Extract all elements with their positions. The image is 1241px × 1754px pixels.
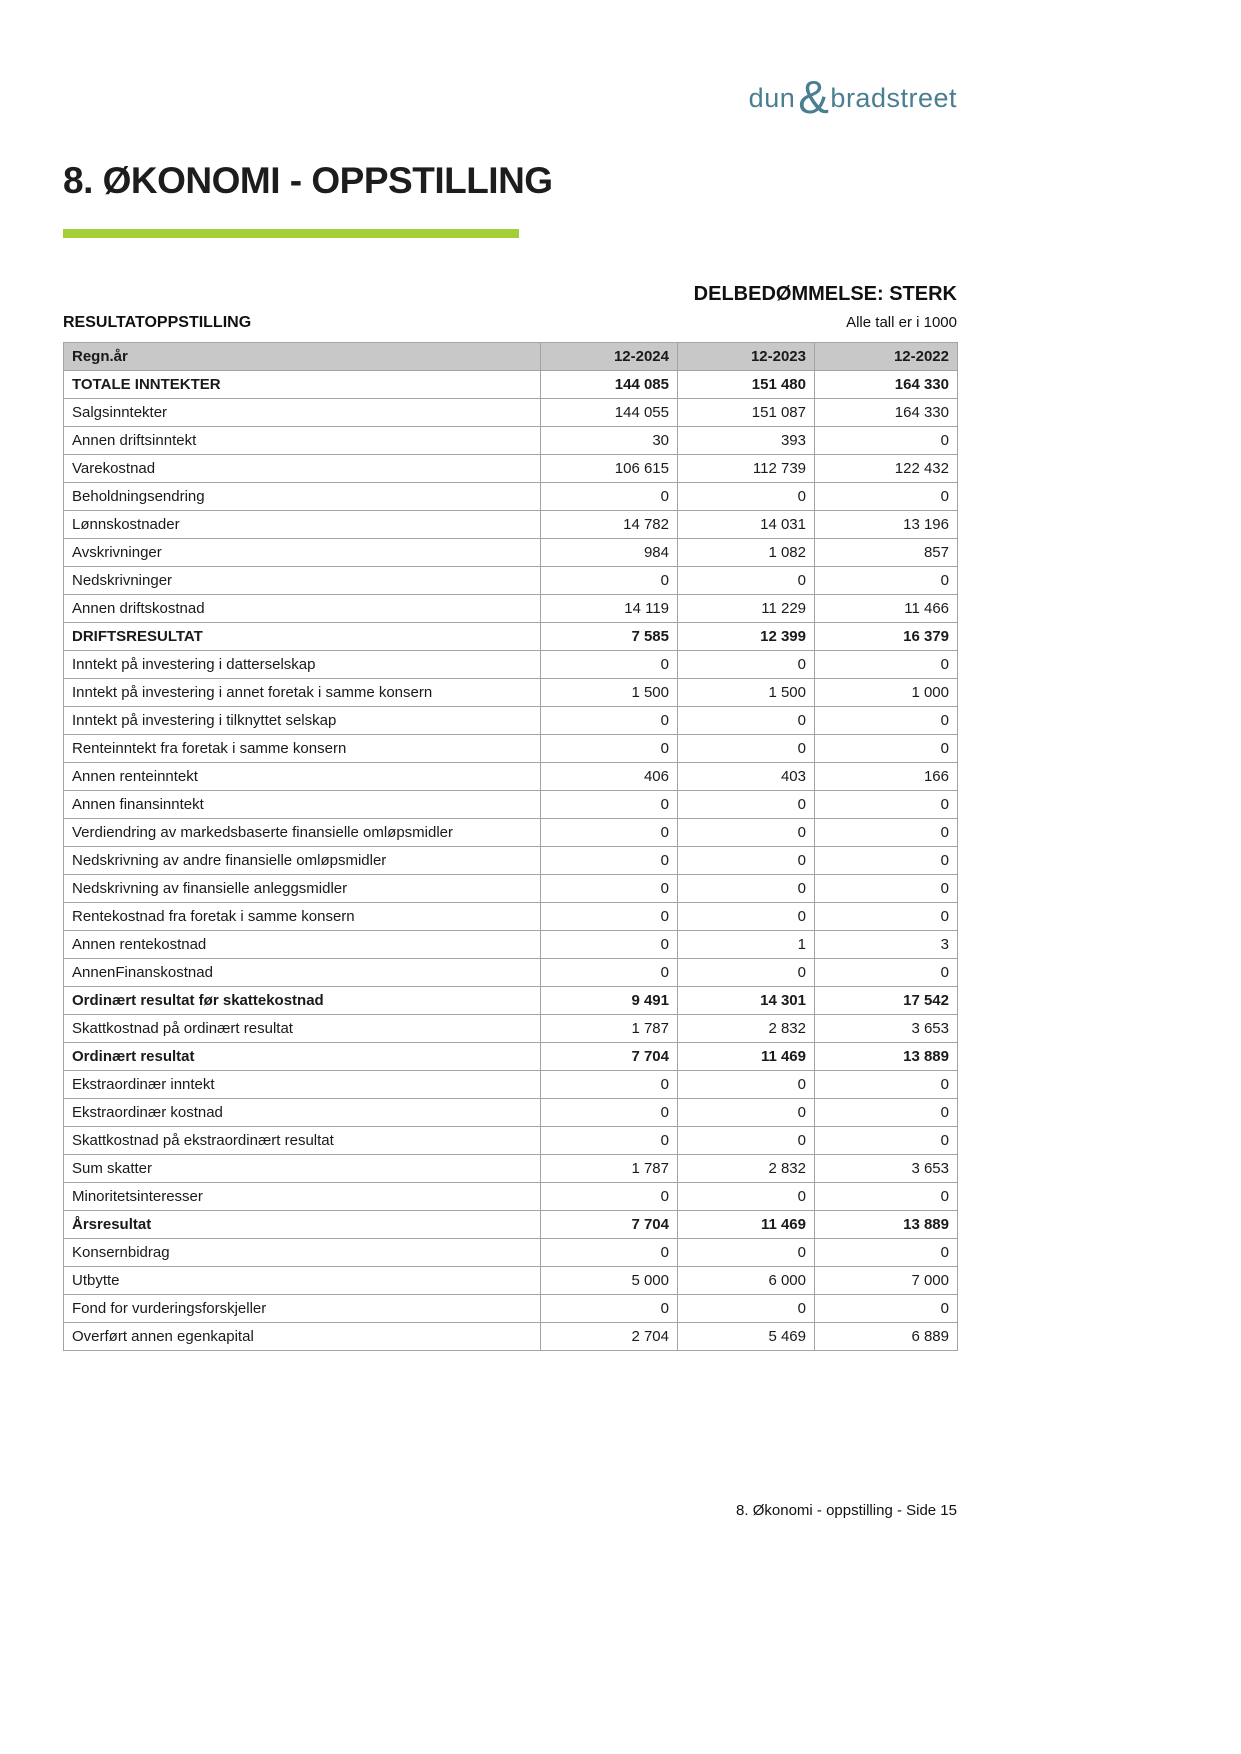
table-row	[64, 847, 958, 875]
row-value: 12 399	[678, 623, 815, 651]
row-label: Inntekt på investering i tilknyttet selskap	[64, 707, 541, 735]
row-value: 0	[815, 875, 958, 903]
row-label: Nedskrivning av finansielle anleggsmidler	[64, 875, 541, 903]
table-row	[64, 371, 958, 399]
row-value: 144 085	[541, 371, 678, 399]
table-row	[64, 875, 958, 903]
row-value: 7 585	[541, 623, 678, 651]
row-label: Annen driftskostnad	[64, 595, 541, 623]
table-body	[64, 371, 958, 1351]
row-value: 0	[678, 819, 815, 847]
row-value: 1	[678, 931, 815, 959]
table-row	[64, 427, 958, 455]
row-value: 0	[541, 735, 678, 763]
table-row	[64, 1183, 958, 1211]
row-value: 0	[815, 847, 958, 875]
row-label: Fond for vurderingsforskjeller	[64, 1295, 541, 1323]
row-label: Avskrivninger	[64, 539, 541, 567]
row-label: Skattkostnad på ordinært resultat	[64, 1015, 541, 1043]
row-value: 0	[678, 1071, 815, 1099]
row-value: 0	[541, 707, 678, 735]
dun-bradstreet-logo	[748, 68, 957, 123]
row-label: Annen driftsinntekt	[64, 427, 541, 455]
row-value: 14 782	[541, 511, 678, 539]
row-value: 0	[541, 1099, 678, 1127]
row-value: 106 615	[541, 455, 678, 483]
table-row	[64, 595, 958, 623]
row-value: 0	[541, 931, 678, 959]
row-value: 0	[815, 1239, 958, 1267]
row-value: 3	[815, 931, 958, 959]
row-value: 0	[541, 1071, 678, 1099]
row-value: 2 832	[678, 1155, 815, 1183]
column-header: 12-2024	[541, 343, 678, 371]
row-value: 166	[815, 763, 958, 791]
row-value: 9 491	[541, 987, 678, 1015]
logo-text-bradstreet: bradstreet	[830, 83, 957, 113]
row-value: 0	[541, 791, 678, 819]
row-label: Renteinntekt fra foretak i samme konsern	[64, 735, 541, 763]
table-row	[64, 763, 958, 791]
row-value: 984	[541, 539, 678, 567]
row-label: Annen finansinntekt	[64, 791, 541, 819]
row-value: 0	[678, 791, 815, 819]
row-value: 3 653	[815, 1015, 958, 1043]
table-row	[64, 931, 958, 959]
table-row	[64, 1295, 958, 1323]
row-value: 0	[541, 651, 678, 679]
row-value: 0	[815, 819, 958, 847]
row-value: 0	[815, 427, 958, 455]
row-value: 13 889	[815, 1043, 958, 1071]
row-value: 2 704	[541, 1323, 678, 1351]
assessment-label: DELBEDØMMELSE: STERK	[693, 283, 957, 305]
row-value: 1 500	[678, 679, 815, 707]
table-row	[64, 819, 958, 847]
row-value: 0	[541, 819, 678, 847]
row-value: 0	[541, 847, 678, 875]
row-value: 0	[678, 483, 815, 511]
table-row	[64, 959, 958, 987]
row-value: 0	[815, 1071, 958, 1099]
row-label: Nedskrivning av andre finansielle omløpsmidler	[64, 847, 541, 875]
row-value: 13 196	[815, 511, 958, 539]
row-value: 0	[678, 959, 815, 987]
table-row	[64, 1267, 958, 1295]
row-label: Lønnskostnader	[64, 511, 541, 539]
row-value: 0	[815, 1099, 958, 1127]
row-value: 5 000	[541, 1267, 678, 1295]
row-value: 0	[678, 875, 815, 903]
row-value: 0	[815, 903, 958, 931]
row-value: 393	[678, 427, 815, 455]
row-value: 0	[678, 847, 815, 875]
row-value: 857	[815, 539, 958, 567]
row-value: 151 480	[678, 371, 815, 399]
row-value: 164 330	[815, 371, 958, 399]
row-value: 14 031	[678, 511, 815, 539]
row-value: 2 832	[678, 1015, 815, 1043]
page-footer: 8. Økonomi - oppstilling - Side 15	[736, 1502, 957, 1519]
row-value: 0	[678, 707, 815, 735]
row-label: Annen rentekostnad	[64, 931, 541, 959]
page-title: 8. ØKONOMI - OPPSTILLING	[63, 160, 553, 201]
column-header: Regn.år	[64, 343, 541, 371]
table-row	[64, 623, 958, 651]
row-value: 0	[815, 1127, 958, 1155]
row-label: Inntekt på investering i datterselskap	[64, 651, 541, 679]
logo-text-dun: dun	[748, 83, 796, 113]
row-value: 0	[815, 651, 958, 679]
table-row	[64, 1099, 958, 1127]
row-value: 0	[678, 735, 815, 763]
row-value: 0	[541, 1127, 678, 1155]
table-row	[64, 707, 958, 735]
table-row	[64, 651, 958, 679]
row-label: Utbytte	[64, 1267, 541, 1295]
row-value: 0	[678, 1295, 815, 1323]
ampersand-icon: &	[798, 71, 830, 123]
row-value: 0	[815, 1183, 958, 1211]
row-value: 11 469	[678, 1043, 815, 1071]
row-value: 1 787	[541, 1155, 678, 1183]
row-value: 122 432	[815, 455, 958, 483]
table-header-row	[64, 343, 958, 371]
row-label: Varekostnad	[64, 455, 541, 483]
row-label: Rentekostnad fra foretak i samme konsern	[64, 903, 541, 931]
row-value: 11 466	[815, 595, 958, 623]
table-row	[64, 1155, 958, 1183]
row-label: TOTALE INNTEKTER	[64, 371, 541, 399]
column-header: 12-2022	[815, 343, 958, 371]
table-row	[64, 987, 958, 1015]
table-row	[64, 1127, 958, 1155]
row-label: Minoritetsinteresser	[64, 1183, 541, 1211]
table-row	[64, 1239, 958, 1267]
table-row	[64, 511, 958, 539]
row-label: Konsernbidrag	[64, 1239, 541, 1267]
table-row	[64, 903, 958, 931]
row-label: Verdiendring av markedsbaserte finansielle omløpsmidler	[64, 819, 541, 847]
row-value: 30	[541, 427, 678, 455]
row-label: Årsresultat	[64, 1211, 541, 1239]
row-value: 1 500	[541, 679, 678, 707]
row-value: 0	[678, 567, 815, 595]
row-value: 0	[815, 959, 958, 987]
row-value: 144 055	[541, 399, 678, 427]
row-value: 11 229	[678, 595, 815, 623]
table-row	[64, 567, 958, 595]
row-value: 0	[541, 875, 678, 903]
row-value: 0	[678, 651, 815, 679]
row-value: 0	[815, 567, 958, 595]
result-table	[63, 342, 958, 1351]
row-label: Skattkostnad på ekstraordinært resultat	[64, 1127, 541, 1155]
table-row	[64, 483, 958, 511]
row-value: 112 739	[678, 455, 815, 483]
row-value: 7 704	[541, 1043, 678, 1071]
row-label: Ekstraordinær inntekt	[64, 1071, 541, 1099]
table-row	[64, 1323, 958, 1351]
row-value: 0	[541, 1183, 678, 1211]
row-value: 0	[815, 735, 958, 763]
table-row	[64, 1015, 958, 1043]
row-value: 3 653	[815, 1155, 958, 1183]
page-content	[63, 0, 957, 1754]
column-header: 12-2023	[678, 343, 815, 371]
table-row	[64, 735, 958, 763]
green-accent-bar	[63, 229, 519, 238]
section-label: RESULTATOPPSTILLING	[63, 314, 252, 331]
table-row	[64, 399, 958, 427]
row-value: 0	[541, 483, 678, 511]
row-value: 1 082	[678, 539, 815, 567]
row-label: AnnenFinanskostnad	[64, 959, 541, 987]
row-value: 164 330	[815, 399, 958, 427]
row-value: 151 087	[678, 399, 815, 427]
row-value: 7 704	[541, 1211, 678, 1239]
row-label: DRIFTSRESULTAT	[64, 623, 541, 651]
row-label: Salgsinntekter	[64, 399, 541, 427]
row-label: Annen renteinntekt	[64, 763, 541, 791]
row-value: 0	[678, 1239, 815, 1267]
row-value: 16 379	[815, 623, 958, 651]
row-value: 0	[541, 1295, 678, 1323]
row-label: Nedskrivninger	[64, 567, 541, 595]
row-value: 14 119	[541, 595, 678, 623]
row-value: 13 889	[815, 1211, 958, 1239]
row-value: 0	[541, 959, 678, 987]
row-value: 0	[815, 707, 958, 735]
row-label: Ordinært resultat før skattekostnad	[64, 987, 541, 1015]
units-note: Alle tall er i 1000	[846, 314, 957, 331]
row-label: Ordinært resultat	[64, 1043, 541, 1071]
row-value: 11 469	[678, 1211, 815, 1239]
row-label: Beholdningsendring	[64, 483, 541, 511]
row-label: Inntekt på investering i annet foretak i samme konsern	[64, 679, 541, 707]
row-value: 17 542	[815, 987, 958, 1015]
table-row	[64, 679, 958, 707]
row-value: 5 469	[678, 1323, 815, 1351]
row-value: 0	[541, 567, 678, 595]
row-value: 6 889	[815, 1323, 958, 1351]
row-value: 6 000	[678, 1267, 815, 1295]
row-value: 406	[541, 763, 678, 791]
row-value: 0	[541, 1239, 678, 1267]
row-value: 0	[678, 903, 815, 931]
table-row	[64, 1211, 958, 1239]
row-value: 0	[541, 903, 678, 931]
table-row	[64, 455, 958, 483]
row-value: 0	[815, 483, 958, 511]
row-value: 0	[678, 1099, 815, 1127]
row-value: 0	[815, 791, 958, 819]
row-label: Sum skatter	[64, 1155, 541, 1183]
table-row	[64, 791, 958, 819]
row-value: 0	[678, 1127, 815, 1155]
table-row	[64, 1043, 958, 1071]
row-label: Ekstraordinær kostnad	[64, 1099, 541, 1127]
row-value: 7 000	[815, 1267, 958, 1295]
row-value: 0	[678, 1183, 815, 1211]
table-row	[64, 1071, 958, 1099]
row-value: 14 301	[678, 987, 815, 1015]
row-label: Overført annen egenkapital	[64, 1323, 541, 1351]
table-row	[64, 539, 958, 567]
row-value: 1 000	[815, 679, 958, 707]
row-value: 0	[815, 1295, 958, 1323]
row-value: 403	[678, 763, 815, 791]
row-value: 1 787	[541, 1015, 678, 1043]
